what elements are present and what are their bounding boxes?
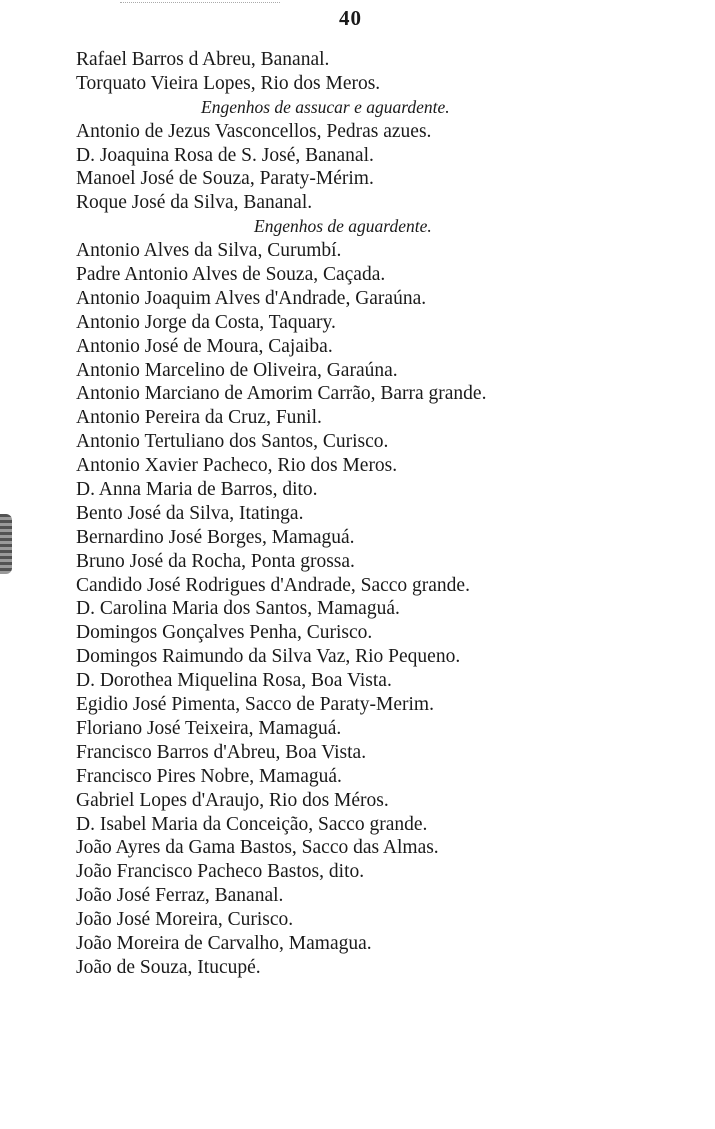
list-item: Candido José Rodrigues d'Andrade, Sacco grande. [76, 574, 470, 596]
list-item: Gabriel Lopes d'Araujo, Rio dos Méros. [76, 789, 389, 811]
register-list [76, 48, 696, 980]
list-item: Floriano José Teixeira, Mamaguá. [76, 717, 342, 739]
list-item: Roque José da Silva, Bananal. [76, 192, 313, 214]
list-item: Antonio Alves da Silva, Curumbí. [76, 240, 342, 262]
list-item: Francisco Pires Nobre, Mamaguá. [76, 765, 342, 787]
list-item: D. Joaquina Rosa de S. José, Bananal. [76, 144, 374, 166]
list-item: Antonio José de Moura, Cajaiba. [76, 335, 333, 357]
print-specks [120, 2, 280, 7]
list-item: João Moreira de Carvalho, Mamagua. [76, 932, 372, 954]
list-item: Francisco Barros d'Abreu, Boa Vista. [76, 741, 367, 763]
list-item: Antonio de Jezus Vasconcellos, Pedras azues. [76, 120, 432, 142]
list-item: Antonio Jorge da Costa, Taquary. [76, 311, 336, 333]
binding-mark [0, 514, 12, 574]
list-item: Padre Antonio Alves de Souza, Caçada. [76, 264, 386, 286]
page-number: 40 [339, 6, 362, 30]
list-item: Manoel José de Souza, Paraty-Mérim. [76, 168, 374, 190]
list-item: D. Dorothea Miquelina Rosa, Boa Vista. [76, 670, 392, 692]
list-item: Antonio Pereira da Cruz, Funil. [76, 407, 322, 429]
list-item: Torquato Vieira Lopes, Rio dos Meros. [76, 72, 381, 94]
list-item: D. Carolina Maria dos Santos, Mamaguá. [76, 598, 400, 620]
section-heading: Engenhos de aguardente. [254, 216, 432, 237]
list-item: D. Isabel Maria da Conceição, Sacco grande. [76, 813, 428, 835]
list-item: Domingos Raimundo da Silva Vaz, Rio Pequeno. [76, 646, 461, 668]
list-item: João Ayres da Gama Bastos, Sacco das Almas. [76, 837, 439, 859]
list-item: Antonio Xavier Pacheco, Rio dos Meros. [76, 455, 398, 477]
list-item: Domingos Gonçalves Penha, Curisco. [76, 622, 373, 644]
list-item: Antonio Joaquim Alves d'Andrade, Garaúna. [76, 287, 427, 309]
list-item: Egidio José Pimenta, Sacco de Paraty-Merim. [76, 694, 434, 716]
list-item: Bento José da Silva, Itatinga. [76, 502, 304, 524]
list-item: Antonio Tertuliano dos Santos, Curisco. [76, 431, 389, 453]
list-item: João José Ferraz, Bananal. [76, 885, 284, 907]
list-item: Rafael Barros d Abreu, Bananal. [76, 49, 330, 70]
list-item: Antonio Marciano de Amorim Carrão, Barra grande. [76, 383, 487, 405]
list-item: Antonio Marcelino de Oliveira, Garaúna. [76, 359, 398, 381]
list-item: João Francisco Pacheco Bastos, dito. [76, 861, 365, 883]
list-item: Bruno José da Rocha, Ponta grossa. [76, 550, 355, 572]
list-item: João José Moreira, Curisco. [76, 909, 294, 931]
section-heading: Engenhos de assucar e aguardente. [201, 96, 450, 117]
list-item: João de Souza, Itucupé. [76, 956, 261, 978]
list-item: D. Anna Maria de Barros, dito. [76, 479, 318, 501]
list-item: Bernardino José Borges, Mamaguá. [76, 526, 355, 548]
